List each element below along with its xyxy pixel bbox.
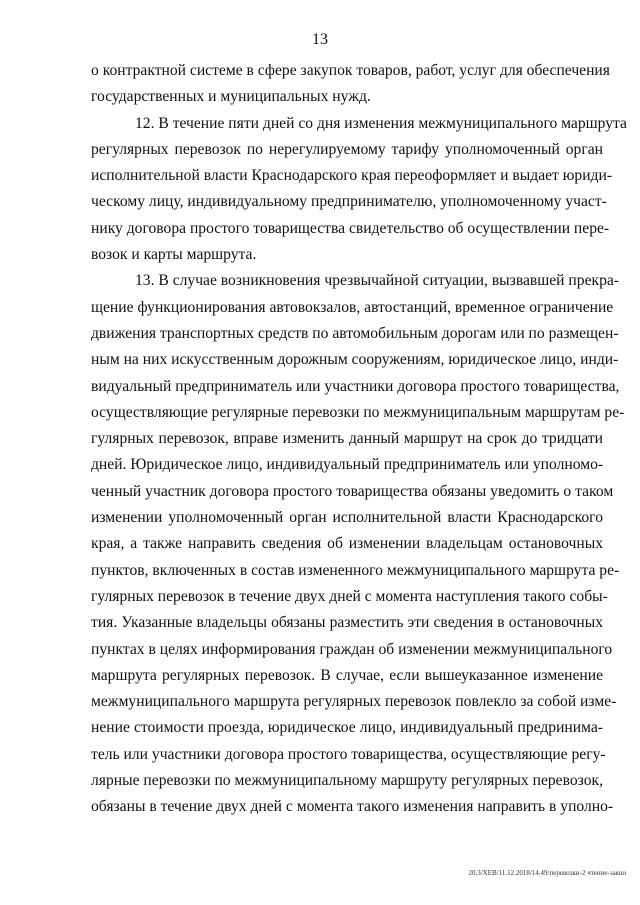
- text-line: возок и карты маршрута.: [91, 246, 257, 264]
- text-line: лярные перевозки по межмуниципальному маршруту регулярных перевозок,: [91, 772, 603, 790]
- text-line: движения транспортных средств по автомобильным дорогам или по размещен-: [91, 324, 619, 342]
- text-line: тия. Указанные владельцы обязаны разместить эти сведения в остановочных: [91, 614, 603, 632]
- text-line: 13. В случае возникновения чрезвычайной ситуации, вызвавшей прекра-: [135, 272, 619, 290]
- text-line: межмуниципального маршрута регулярных перевозок повлекло за собой изме-: [91, 693, 617, 711]
- text-line: пунктах в целях информирования граждан об изменении межмуниципального: [91, 640, 613, 658]
- text-line: ным на них искусственным дорожным сооружениям, юридическое лицо, инди-: [91, 351, 619, 369]
- text-line: 12. В течение пяти дней со дня изменения межмуниципального маршрута: [135, 114, 627, 132]
- text-line: нение стоимости проезда, юридическое лицо, индивидуальный предринима-: [91, 719, 603, 737]
- text-line: нику договора простого товарищества свидетельство об осуществлении пере-: [91, 219, 610, 237]
- text-line: регулярных перевозок по нерегулируемому тарифу уполномоченный орган: [91, 140, 603, 158]
- text-line: государственных и муниципальных нужд.: [91, 88, 371, 106]
- text-line: осуществляющие регулярные перевозки по межмуниципальным маршрутам ре-: [91, 403, 625, 421]
- text-line: пунктов, включенных в состав измененного межмуниципального маршрута ре-: [91, 561, 620, 579]
- text-line: обязаны в течение двух дней с момента такого изменения направить в уполно-: [91, 798, 614, 816]
- text-line: ченный участник договора простого товарищества обязаны уведомить о таком: [91, 482, 614, 500]
- text-line: гулярных перевозок, вправе изменить данный маршрут на срок до тридцати: [91, 430, 603, 448]
- body-text: [91, 58, 627, 821]
- text-line: гулярных перевозок в течение двух дней с момента наступления такого собы-: [91, 587, 608, 605]
- text-line: видуальный предприниматель или участники договора простого товарищества,: [91, 377, 620, 395]
- text-line: щение функционирования автовокзалов, автостанций, временное ограничение: [91, 298, 614, 316]
- text-line: края, а также направить сведения об изменении владельцам остановочных: [91, 535, 603, 553]
- text-line: тель или участники договора простого товарищества, осуществляющие регу-: [91, 745, 606, 763]
- page-number: 13: [312, 31, 328, 48]
- text-line: дней. Юридическое лицо, индивидуальный предприниматель или уполномо-: [91, 456, 604, 474]
- text-line: о контрактной системе в сфере закупок товаров, работ, услуг для обеспечения: [91, 62, 610, 79]
- text-line: маршрута регулярных перевозок. В случае, если вышеуказанное изменение: [91, 666, 603, 684]
- text-line: изменении уполномоченный орган исполнительной власти Краснодарского: [91, 509, 603, 527]
- footer-file-path: 20.3/ХЕВ/11.12.2018/14.49/перевозки-2 чтение-закон: [468, 869, 626, 877]
- text-line: исполнительной власти Краснодарского края переоформляет и выдает юриди-: [91, 167, 613, 185]
- text-line: ческому лицу, индивидуальному предпринимателю, уполномоченному участ-: [91, 193, 607, 211]
